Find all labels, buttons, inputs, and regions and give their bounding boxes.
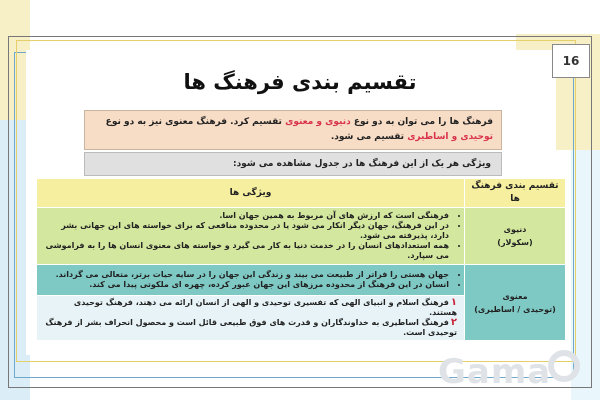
category-name: دنیوی	[503, 225, 527, 234]
category-subname: (توحیدی / اساطیری)	[474, 304, 556, 314]
feature-list	[38, 270, 463, 290]
category-cell-secular	[465, 208, 566, 265]
table-row-spiritual	[37, 265, 566, 296]
table-row-secular	[37, 208, 566, 265]
category-cell-spiritual	[465, 265, 566, 341]
watermark-logo-icon	[548, 350, 580, 382]
intro-text-1: فرهنگ ها را می توان به دو نوع	[350, 117, 493, 127]
feature-item: • همه استعدادهای انسان را در خدمت دنیا به کار می گیرد و خواسته های معنوی انسان ها را به فراموشی می سپارد.	[42, 241, 449, 261]
feature-list	[38, 211, 463, 261]
intro-text-3: تقسیم می شود.	[330, 132, 408, 142]
features-cell-spiritual	[37, 265, 465, 296]
numbered-item	[38, 318, 463, 338]
intro-text-2: تقسیم کرد. فرهنگ معنوی نیز به دو نوع	[105, 117, 286, 127]
item-number: ۲	[450, 317, 457, 328]
decor-top-strip	[30, 0, 516, 34]
table-header-row	[37, 179, 566, 208]
header-category: تقسیم بندی فرهنگ ها	[465, 179, 566, 208]
table-caption: ویژگی هر یک از این فرهنگ ها در جدول مشاهده می شود:	[84, 152, 502, 176]
item-text: فرهنگ اسلام و انبیای الهی که تفسیری توحیدی و الهی از انسان ارائه می دهند، فرهنگ توحیدی هستند.	[73, 298, 457, 317]
slide-title: تقسیم بندی فرهنگ ها	[183, 70, 417, 94]
category-subname: (سکولار)	[497, 238, 533, 247]
category-name: معنوی	[502, 291, 528, 301]
item-text: فرهنگ اساطیری به خداوندگاران و قدرت های فوق طبیعی قائل است و محصول انحراف بشر از فرهنگ توحیدی است.	[45, 318, 457, 337]
page-number: 16	[552, 44, 590, 78]
feature-item: • در این فرهنگ، جهان دیگر انکار می شود یا در محدوده منافعی که برای خواسته های این جهانی بشر دارد، پذیرفته می شود.	[42, 221, 449, 241]
feature-item: • فرهنگی است که ارزش های آن مربوط به همین جهان اسا.	[42, 211, 449, 221]
intro-box	[84, 110, 502, 150]
culture-table	[36, 178, 566, 341]
watermark-text: Gama	[438, 352, 552, 392]
item-number: ۱	[450, 297, 457, 308]
intro-highlight-1: دنیوی و معنوی	[285, 117, 351, 127]
feature-item: • انسان در این فرهنگ از محدوده مرزهای این جهان عبور کرده، چهره ای ملکوتی پیدا می کند.	[42, 280, 449, 290]
header-features: ویژگی ها	[37, 179, 465, 208]
features-cell-secular	[37, 208, 465, 265]
numbered-cell	[37, 296, 465, 341]
intro-highlight-2: توحیدی و اساطیری	[407, 132, 493, 142]
numbered-item	[38, 298, 463, 318]
feature-item: • جهان هستی را فراتر از طبیعت می بیند و زندگی این جهان را در سایه حیات برتر، متعالی می گرداند.	[42, 270, 449, 280]
